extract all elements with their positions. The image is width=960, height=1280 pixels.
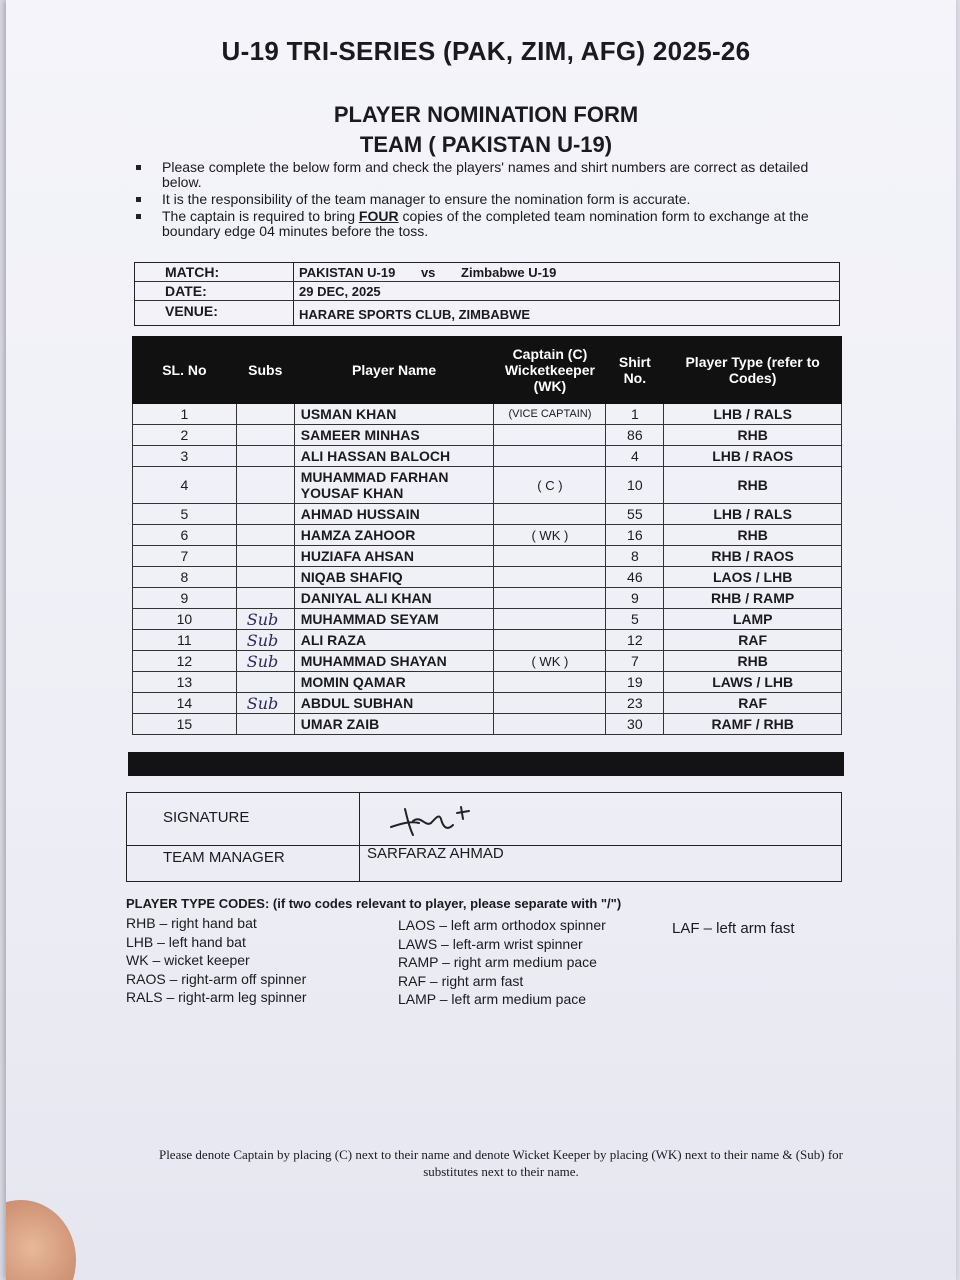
table-row	[133, 425, 842, 446]
team-manager-name: SARFARAZ AHMAD	[367, 845, 504, 862]
match-date: 29 DEC, 2025	[299, 284, 381, 299]
cell-player-type: RAF	[664, 630, 842, 651]
cell-role	[494, 504, 606, 525]
match-details	[134, 262, 840, 326]
code-item: LAF – left arm fast	[672, 920, 795, 937]
team-manager-label: TEAM MANAGER	[163, 849, 285, 866]
cell-player-name: HAMZA ZAHOOR	[294, 525, 494, 546]
cell-player-type: RHB / RAMP	[664, 588, 842, 609]
table-footer-bar	[128, 752, 844, 776]
cell-player-name: MOMIN QAMAR	[294, 672, 494, 693]
table-row	[133, 467, 842, 504]
cell-role	[494, 588, 606, 609]
cell-player-type: LAMP	[664, 609, 842, 630]
cell-role: (VICE CAPTAIN)	[494, 404, 606, 425]
code-item: WK – wicket keeper	[126, 952, 250, 968]
cell-player-name: AHMAD HUSSAIN	[294, 504, 494, 525]
code-item: LAMP – left arm medium pace	[398, 991, 587, 1007]
table-row	[133, 714, 842, 735]
table-row	[133, 588, 842, 609]
table-row	[133, 567, 842, 588]
cell-player-name: ALI RAZA	[294, 630, 494, 651]
cell-shirt-no: 4	[606, 446, 664, 467]
cell-subs	[236, 467, 294, 504]
instruction-item: It is the responsibility of the team manager to ensure the nomination form is accurate.	[134, 192, 824, 207]
code-item: RAF – right arm fast	[398, 972, 524, 989]
series-title: U-19 TRI-SERIES (PAK, ZIM, AFG) 2025-26	[221, 36, 751, 66]
cell-sl: 5	[133, 504, 237, 525]
table-row	[133, 504, 842, 525]
cell-subs: Sub	[236, 693, 294, 714]
cell-subs: Sub	[236, 630, 294, 651]
cell-sl: 7	[133, 546, 237, 567]
cell-player-type: RHB	[664, 467, 842, 504]
table-row	[133, 630, 842, 651]
col-header-subs: Subs	[236, 337, 294, 404]
codes-heading: PLAYER TYPE CODES: (if two codes relevant to player, please separate with "/")	[126, 896, 622, 911]
form-page	[6, 0, 956, 1280]
cell-player-type: RAMF / RHB	[664, 714, 842, 735]
instruction-item: Please complete the below form and check the players' names and shirt numbers are correct as detailed below.	[134, 160, 824, 190]
cell-subs: Sub	[236, 609, 294, 630]
team-b: Zimbabwe U-19	[461, 265, 557, 280]
cell-player-name: NIQAB SHAFIQ	[294, 567, 494, 588]
cell-subs	[236, 714, 294, 735]
cell-subs	[236, 567, 294, 588]
cell-player-type: RHB	[664, 525, 842, 546]
cell-shirt-no: 5	[606, 609, 664, 630]
cell-player-type: LAOS / LHB	[664, 567, 842, 588]
code-item: LHB – left hand bat	[126, 933, 246, 950]
table-row	[133, 672, 842, 693]
cell-sl: 14	[133, 693, 237, 714]
cell-shirt-no: 1	[606, 404, 664, 425]
table-row	[133, 609, 842, 630]
cell-player-name: ABDUL SUBHAN	[294, 693, 494, 714]
cell-sl: 12	[133, 651, 237, 672]
cell-player-name: MUHAMMAD FARHAN YOUSAF KHAN	[294, 467, 494, 504]
cell-shirt-no: 8	[606, 546, 664, 567]
vs-label: vs	[420, 265, 436, 280]
cell-player-type: RHB	[664, 425, 842, 446]
code-item: RHB – right hand bat	[126, 915, 257, 931]
cell-role: ( WK )	[494, 525, 606, 546]
player-table	[132, 336, 842, 735]
cell-role: ( WK )	[494, 651, 606, 672]
cell-player-name: HUZIAFA AHSAN	[294, 546, 494, 567]
cell-player-type: LHB / RALS	[664, 404, 842, 425]
cell-player-type: LAWS / LHB	[664, 672, 842, 693]
cell-role	[494, 546, 606, 567]
cell-subs	[236, 425, 294, 446]
manager-signature	[383, 797, 493, 841]
table-row	[133, 651, 842, 672]
cell-sl: 8	[133, 567, 237, 588]
cell-shirt-no: 30	[606, 714, 664, 735]
team-a: PAKISTAN U-19	[299, 265, 396, 280]
cell-subs	[236, 504, 294, 525]
cell-role	[494, 630, 606, 651]
cell-role	[494, 672, 606, 693]
signature-label: SIGNATURE	[163, 809, 250, 826]
cell-sl: 13	[133, 672, 237, 693]
cell-sl: 6	[133, 525, 237, 546]
cell-player-name: DANIYAL ALI KHAN	[294, 588, 494, 609]
table-row	[133, 446, 842, 467]
cell-player-name: MUHAMMAD SHAYAN	[294, 651, 494, 672]
code-item: LAWS – left-arm wrist spinner	[398, 935, 583, 952]
code-item: RAMP – right arm medium pace	[398, 954, 597, 970]
match-row: MATCH: PAKISTAN U-19 vs Zimbabwe U-19	[135, 263, 839, 282]
col-header-captain: Captain (C) Wicketkeeper (WK)	[494, 337, 606, 404]
code-item: RAOS – right-arm off spinner	[126, 970, 307, 987]
cell-sl: 11	[133, 630, 237, 651]
table-header-row	[133, 337, 842, 404]
cell-subs	[236, 446, 294, 467]
cell-shirt-no: 55	[606, 504, 664, 525]
instruction-item: The captain is required to bring FOUR copies of the completed team nomination form to exchange at the boundary edge 04 minutes before the toss.	[134, 209, 824, 239]
cell-sl: 3	[133, 446, 237, 467]
col-header-shirt: Shirt No.	[606, 337, 664, 404]
col-header-name: Player Name	[294, 337, 494, 404]
codes-column-3	[672, 920, 795, 939]
cell-shirt-no: 10	[606, 467, 664, 504]
cell-sl: 2	[133, 425, 237, 446]
thumb-in-photo	[6, 1200, 76, 1280]
code-item: LAOS – left arm orthodox spinner	[398, 917, 606, 933]
cell-subs	[236, 588, 294, 609]
cell-role	[494, 567, 606, 588]
cell-player-name: USMAN KHAN	[294, 404, 494, 425]
cell-role: ( C )	[494, 467, 606, 504]
table-row	[133, 404, 842, 425]
cell-shirt-no: 23	[606, 693, 664, 714]
cell-shirt-no: 7	[606, 651, 664, 672]
cell-player-name: MUHAMMAD SEYAM	[294, 609, 494, 630]
player-rows	[133, 404, 842, 735]
cell-player-type: RHB / RAOS	[664, 546, 842, 567]
col-header-type: Player Type (refer to Codes)	[664, 337, 842, 404]
table-row	[133, 693, 842, 714]
date-row: DATE: 29 DEC, 2025	[135, 282, 839, 301]
cell-sl: 1	[133, 404, 237, 425]
cell-subs	[236, 672, 294, 693]
cell-subs: Sub	[236, 651, 294, 672]
codes-column-1	[126, 914, 307, 1007]
cell-subs	[236, 525, 294, 546]
footer-note: Please denote Captain by placing (C) next to their name and denote Wicket Keeper by placing (WK) next to their name & (Sub) for substitutes next to their name.	[158, 1147, 844, 1179]
cell-role	[494, 693, 606, 714]
cell-sl: 15	[133, 714, 237, 735]
cell-shirt-no: 12	[606, 630, 664, 651]
code-item: RALS – right-arm leg spinner	[126, 989, 307, 1005]
team-title: TEAM ( PAKISTAN U-19)	[359, 132, 613, 157]
table-row	[133, 525, 842, 546]
cell-player-type: RAF	[664, 693, 842, 714]
cell-role	[494, 714, 606, 735]
signature-box	[126, 792, 842, 882]
cell-shirt-no: 86	[606, 425, 664, 446]
cell-player-type: LHB / RAOS	[664, 446, 842, 467]
cell-shirt-no: 9	[606, 588, 664, 609]
cell-sl: 9	[133, 588, 237, 609]
form-title: PLAYER NOMINATION FORM	[333, 102, 639, 127]
cell-player-name: UMAR ZAIB	[294, 714, 494, 735]
cell-shirt-no: 16	[606, 525, 664, 546]
cell-sl: 4	[133, 467, 237, 504]
codes-column-2	[398, 916, 606, 1009]
cell-role	[494, 446, 606, 467]
cell-role	[494, 425, 606, 446]
cell-subs	[236, 404, 294, 425]
cell-role	[494, 609, 606, 630]
cell-shirt-no: 46	[606, 567, 664, 588]
cell-sl: 10	[133, 609, 237, 630]
match-venue: HARARE SPORTS CLUB, ZIMBABWE	[299, 307, 531, 322]
venue-row: VENUE: HARARE SPORTS CLUB, ZIMBABWE	[165, 303, 531, 322]
cell-player-name: ALI HASSAN BALOCH	[294, 446, 494, 467]
cell-player-type: LHB / RALS	[664, 504, 842, 525]
cell-shirt-no: 19	[606, 672, 664, 693]
cell-player-name: SAMEER MINHAS	[294, 425, 494, 446]
table-row	[133, 546, 842, 567]
cell-player-type: RHB	[664, 651, 842, 672]
instructions-list	[134, 160, 824, 241]
cell-subs	[236, 546, 294, 567]
col-header-sl: SL. No	[133, 337, 237, 404]
